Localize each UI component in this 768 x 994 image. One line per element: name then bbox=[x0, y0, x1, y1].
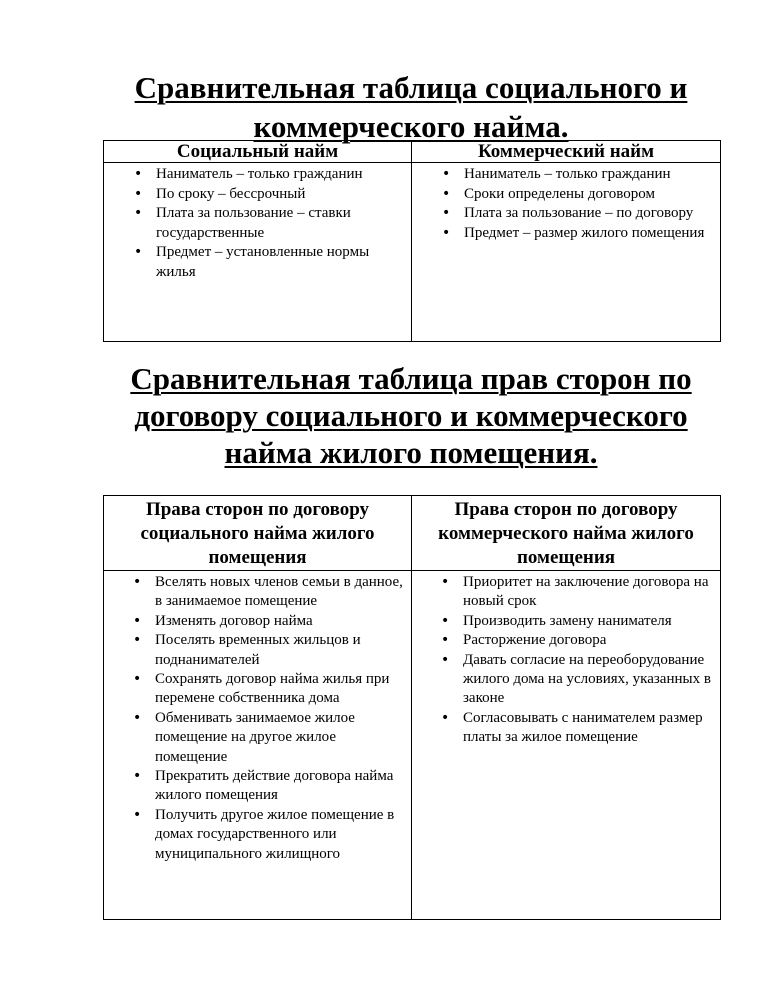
list-item: • Приоритет на заключение договора на новый срок bbox=[412, 573, 716, 612]
social-rights-list bbox=[104, 571, 411, 864]
commercial-rights-list bbox=[412, 571, 720, 748]
social-cell bbox=[104, 163, 412, 342]
list-item: • Расторжение договора bbox=[412, 631, 716, 650]
table-header-row bbox=[104, 141, 721, 163]
list-item: • Предмет – размер жилого помещения bbox=[412, 224, 716, 244]
table2-title: Сравнительная таблица прав сторон по договору социального и коммерческого найма жилого помещения. bbox=[130, 361, 692, 470]
table1-title: Сравнительная таблица социального и коммерческого найма. bbox=[134, 70, 688, 144]
list-item: • Наниматель – только гражданин bbox=[412, 165, 716, 185]
list-item: • Плата за пользование – ставки государственные bbox=[104, 204, 407, 243]
commercial-hire-list bbox=[412, 163, 720, 243]
column-header-commercial-rights: Права сторон по договору коммерческого найма жилого помещения bbox=[412, 496, 721, 571]
list-item: • Сохранять договор найма жилья при перемене собственника дома bbox=[104, 670, 407, 709]
list-item: • Давать согласие на переоборудование жилого дома на условиях, указанных в законе bbox=[412, 651, 716, 709]
list-item: • Производить замену нанимателя bbox=[412, 612, 716, 631]
list-item: • По сроку – бессрочный bbox=[104, 185, 407, 205]
list-item: • Получить другое жилое помещение в домах государственного или муниципального жилищного bbox=[104, 806, 407, 864]
list-item: • Вселять новых членов семьи в данное, в занимаемое помещение bbox=[104, 573, 407, 612]
commercial-cell bbox=[412, 163, 721, 342]
column-header-social-rights: Права сторон по договору социального найма жилого помещения bbox=[104, 496, 412, 571]
list-item: • Плата за пользование – по договору bbox=[412, 204, 716, 224]
social-rights-cell bbox=[104, 571, 412, 920]
list-item: • Изменять договор найма bbox=[104, 612, 407, 631]
commercial-rights-cell bbox=[412, 571, 721, 920]
list-item: • Согласовывать с нанимателем размер платы за жилое помещение bbox=[412, 709, 716, 748]
table-row bbox=[104, 163, 721, 342]
list-item: • Наниматель – только гражданин bbox=[104, 165, 407, 185]
list-item: • Обменивать занимаемое жилое помещение на другое жилое помещение bbox=[104, 709, 407, 767]
social-commercial-comparison-table bbox=[103, 140, 721, 342]
list-item: • Сроки определены договором bbox=[412, 185, 716, 205]
column-header-social: Социальный найм bbox=[104, 141, 412, 163]
list-item: • Поселять временных жильцов и поднанимателей bbox=[104, 631, 407, 670]
social-hire-list bbox=[104, 163, 411, 283]
list-item: • Прекратить действие договора найма жилого помещения bbox=[104, 767, 407, 806]
table-header-row bbox=[104, 496, 721, 571]
table-row bbox=[104, 571, 721, 920]
column-header-commercial: Коммерческий найм bbox=[412, 141, 721, 163]
rights-comparison-table bbox=[103, 495, 721, 920]
list-item: • Предмет – установленные нормы жилья bbox=[104, 243, 407, 282]
